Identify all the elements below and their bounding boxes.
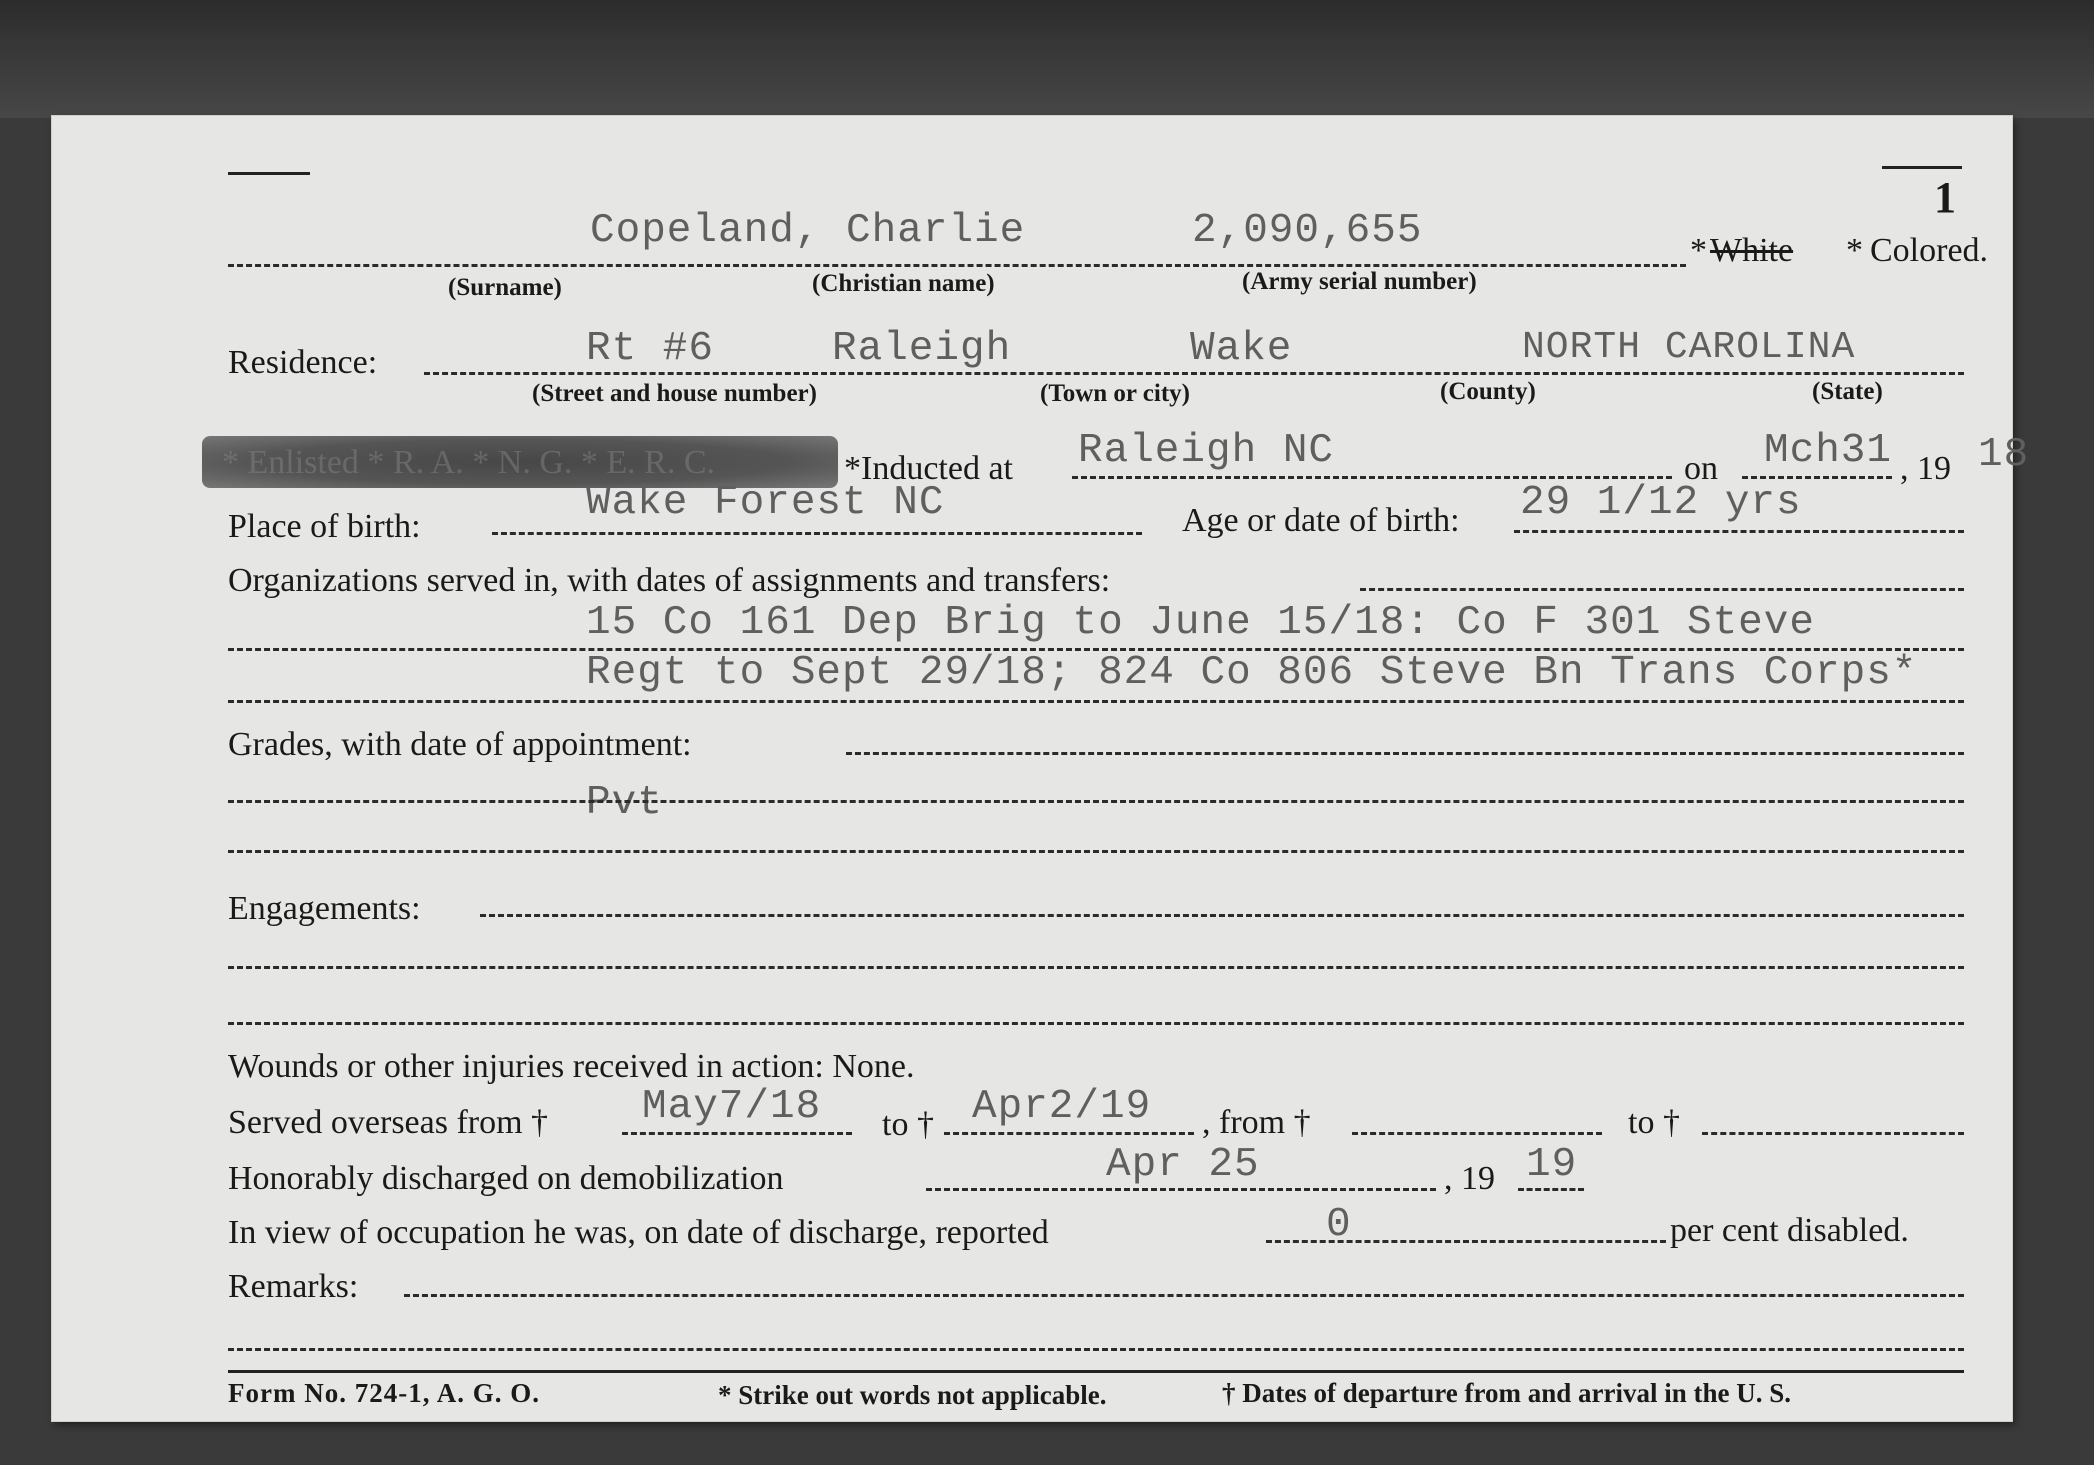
inducted-date-line: [1742, 476, 1892, 479]
overseas-from-label-2: , from †: [1202, 1104, 1311, 1141]
state-value: NORTH CAROLINA: [1522, 326, 1856, 369]
scanner-backdrop: [0, 0, 2094, 118]
form-number: Form No. 724-1, A. G. O.: [228, 1378, 540, 1408]
caption-state: (State): [1812, 378, 1883, 405]
name-value: Copeland, Charlie: [590, 208, 1026, 254]
corner-mark-right: [1882, 166, 1962, 169]
service-record-card: [52, 116, 2030, 1421]
discharge-year-line: [1518, 1188, 1584, 1191]
birthplace-line: [492, 532, 1142, 535]
footer-rule: [228, 1370, 1964, 1373]
overseas-to-value: Apr2/19: [972, 1084, 1152, 1130]
page-number: 1: [1934, 173, 1956, 222]
overseas-to-line-2: [1702, 1132, 1964, 1135]
town-value: Raleigh: [832, 326, 1012, 372]
race-star-2: *: [1846, 232, 1863, 269]
overseas-to-label: to †: [882, 1106, 934, 1143]
age-line: [1514, 530, 1964, 533]
caption-town: (Town or city): [1040, 380, 1190, 407]
on-label: on: [1684, 450, 1718, 487]
inducted-year-prefix: , 19: [1900, 450, 1951, 487]
race-white-struck: White: [1710, 232, 1794, 269]
serial-value: 2,090,655: [1192, 208, 1423, 254]
discharge-line: [926, 1188, 1436, 1191]
overseas-from-line-2: [1352, 1132, 1602, 1135]
corner-mark-left: [228, 172, 310, 175]
discharge-year-prefix: , 19: [1444, 1160, 1495, 1197]
grade-value: Pvt: [586, 780, 663, 826]
caption-serial: (Army serial number): [1242, 268, 1477, 295]
grades-label: Grades, with date of appointment:: [228, 726, 692, 763]
disabled-line: [1266, 1240, 1666, 1243]
inducted-year-value: 18: [1978, 432, 2030, 478]
grades-line-1: [228, 800, 1964, 803]
caption-street: (Street and house number): [532, 380, 817, 407]
organizations-value-2: Regt to Sept 29/18; 824 Co 806 Steve Bn Trans Corps*: [586, 650, 1918, 696]
organizations-value-1: 15 Co 161 Dep Brig to June 15/18: Co F 301 Steve: [586, 600, 1815, 646]
race-star-1: *: [1690, 232, 1707, 269]
remarks-label: Remarks:: [228, 1268, 359, 1305]
remarks-line-0: [404, 1294, 1964, 1297]
discharge-date-value: Apr 25: [1106, 1142, 1260, 1188]
disabled-label: In view of occupation he was, on date of discharge, reported: [228, 1214, 1049, 1251]
disabled-suffix: per cent disabled.: [1670, 1212, 1909, 1249]
residence-line: [424, 372, 1964, 375]
inducted-label: *Inducted at: [844, 450, 1013, 487]
county-value: Wake: [1190, 326, 1293, 372]
inducted-date-value: Mch31: [1764, 428, 1893, 474]
engagements-label: Engagements:: [228, 890, 421, 927]
overseas-to-label-2: to †: [1628, 1104, 1680, 1141]
inducted-place-value: Raleigh NC: [1078, 428, 1335, 474]
race-colored: Colored.: [1870, 232, 1989, 269]
discharge-year-value: 19: [1526, 1142, 1578, 1188]
grades-line-2: [228, 850, 1964, 853]
residence-label: Residence:: [228, 344, 378, 381]
overseas-to-line: [944, 1132, 1194, 1135]
overseas-label: Served overseas from †: [228, 1104, 549, 1141]
age-value: 29 1/12 yrs: [1520, 480, 1802, 526]
footnote-dates: † Dates of departure from and arrival in the U. S.: [1222, 1378, 1791, 1408]
overseas-from-value: May7/18: [642, 1084, 822, 1130]
discharge-label: Honorably discharged on demobilization: [228, 1160, 784, 1197]
engagements-line-1: [228, 966, 1964, 969]
caption-county: (County): [1440, 378, 1536, 405]
footnote-strike: * Strike out words not applicable.: [718, 1380, 1107, 1410]
wounds-label: Wounds or other injuries received in action: None.: [228, 1048, 915, 1085]
organizations-line-0: [1360, 588, 1964, 591]
engagements-line-2: [228, 1022, 1964, 1025]
caption-surname: (Surname): [448, 274, 562, 301]
organizations-label: Organizations served in, with dates of assignments and transfers:: [228, 562, 1111, 599]
birthplace-value: Wake Forest NC: [586, 480, 945, 526]
overseas-from-line: [622, 1132, 852, 1135]
disabled-value: 0: [1326, 1202, 1352, 1248]
name-line: [228, 264, 1686, 267]
birthplace-label: Place of birth:: [228, 508, 421, 545]
remarks-line-1: [228, 1348, 1964, 1351]
organizations-line-2: [228, 700, 1964, 703]
grades-line-0: [846, 752, 1964, 755]
inducted-line: [1072, 476, 1672, 479]
enlisted-options-obscured: * Enlisted * R. A. * N. G. * E. R. C.: [222, 444, 716, 481]
engagements-line-0: [480, 914, 1964, 917]
street-value: Rt #6: [586, 326, 715, 372]
caption-christian: (Christian name): [812, 270, 995, 297]
age-label: Age or date of birth:: [1182, 502, 1460, 539]
